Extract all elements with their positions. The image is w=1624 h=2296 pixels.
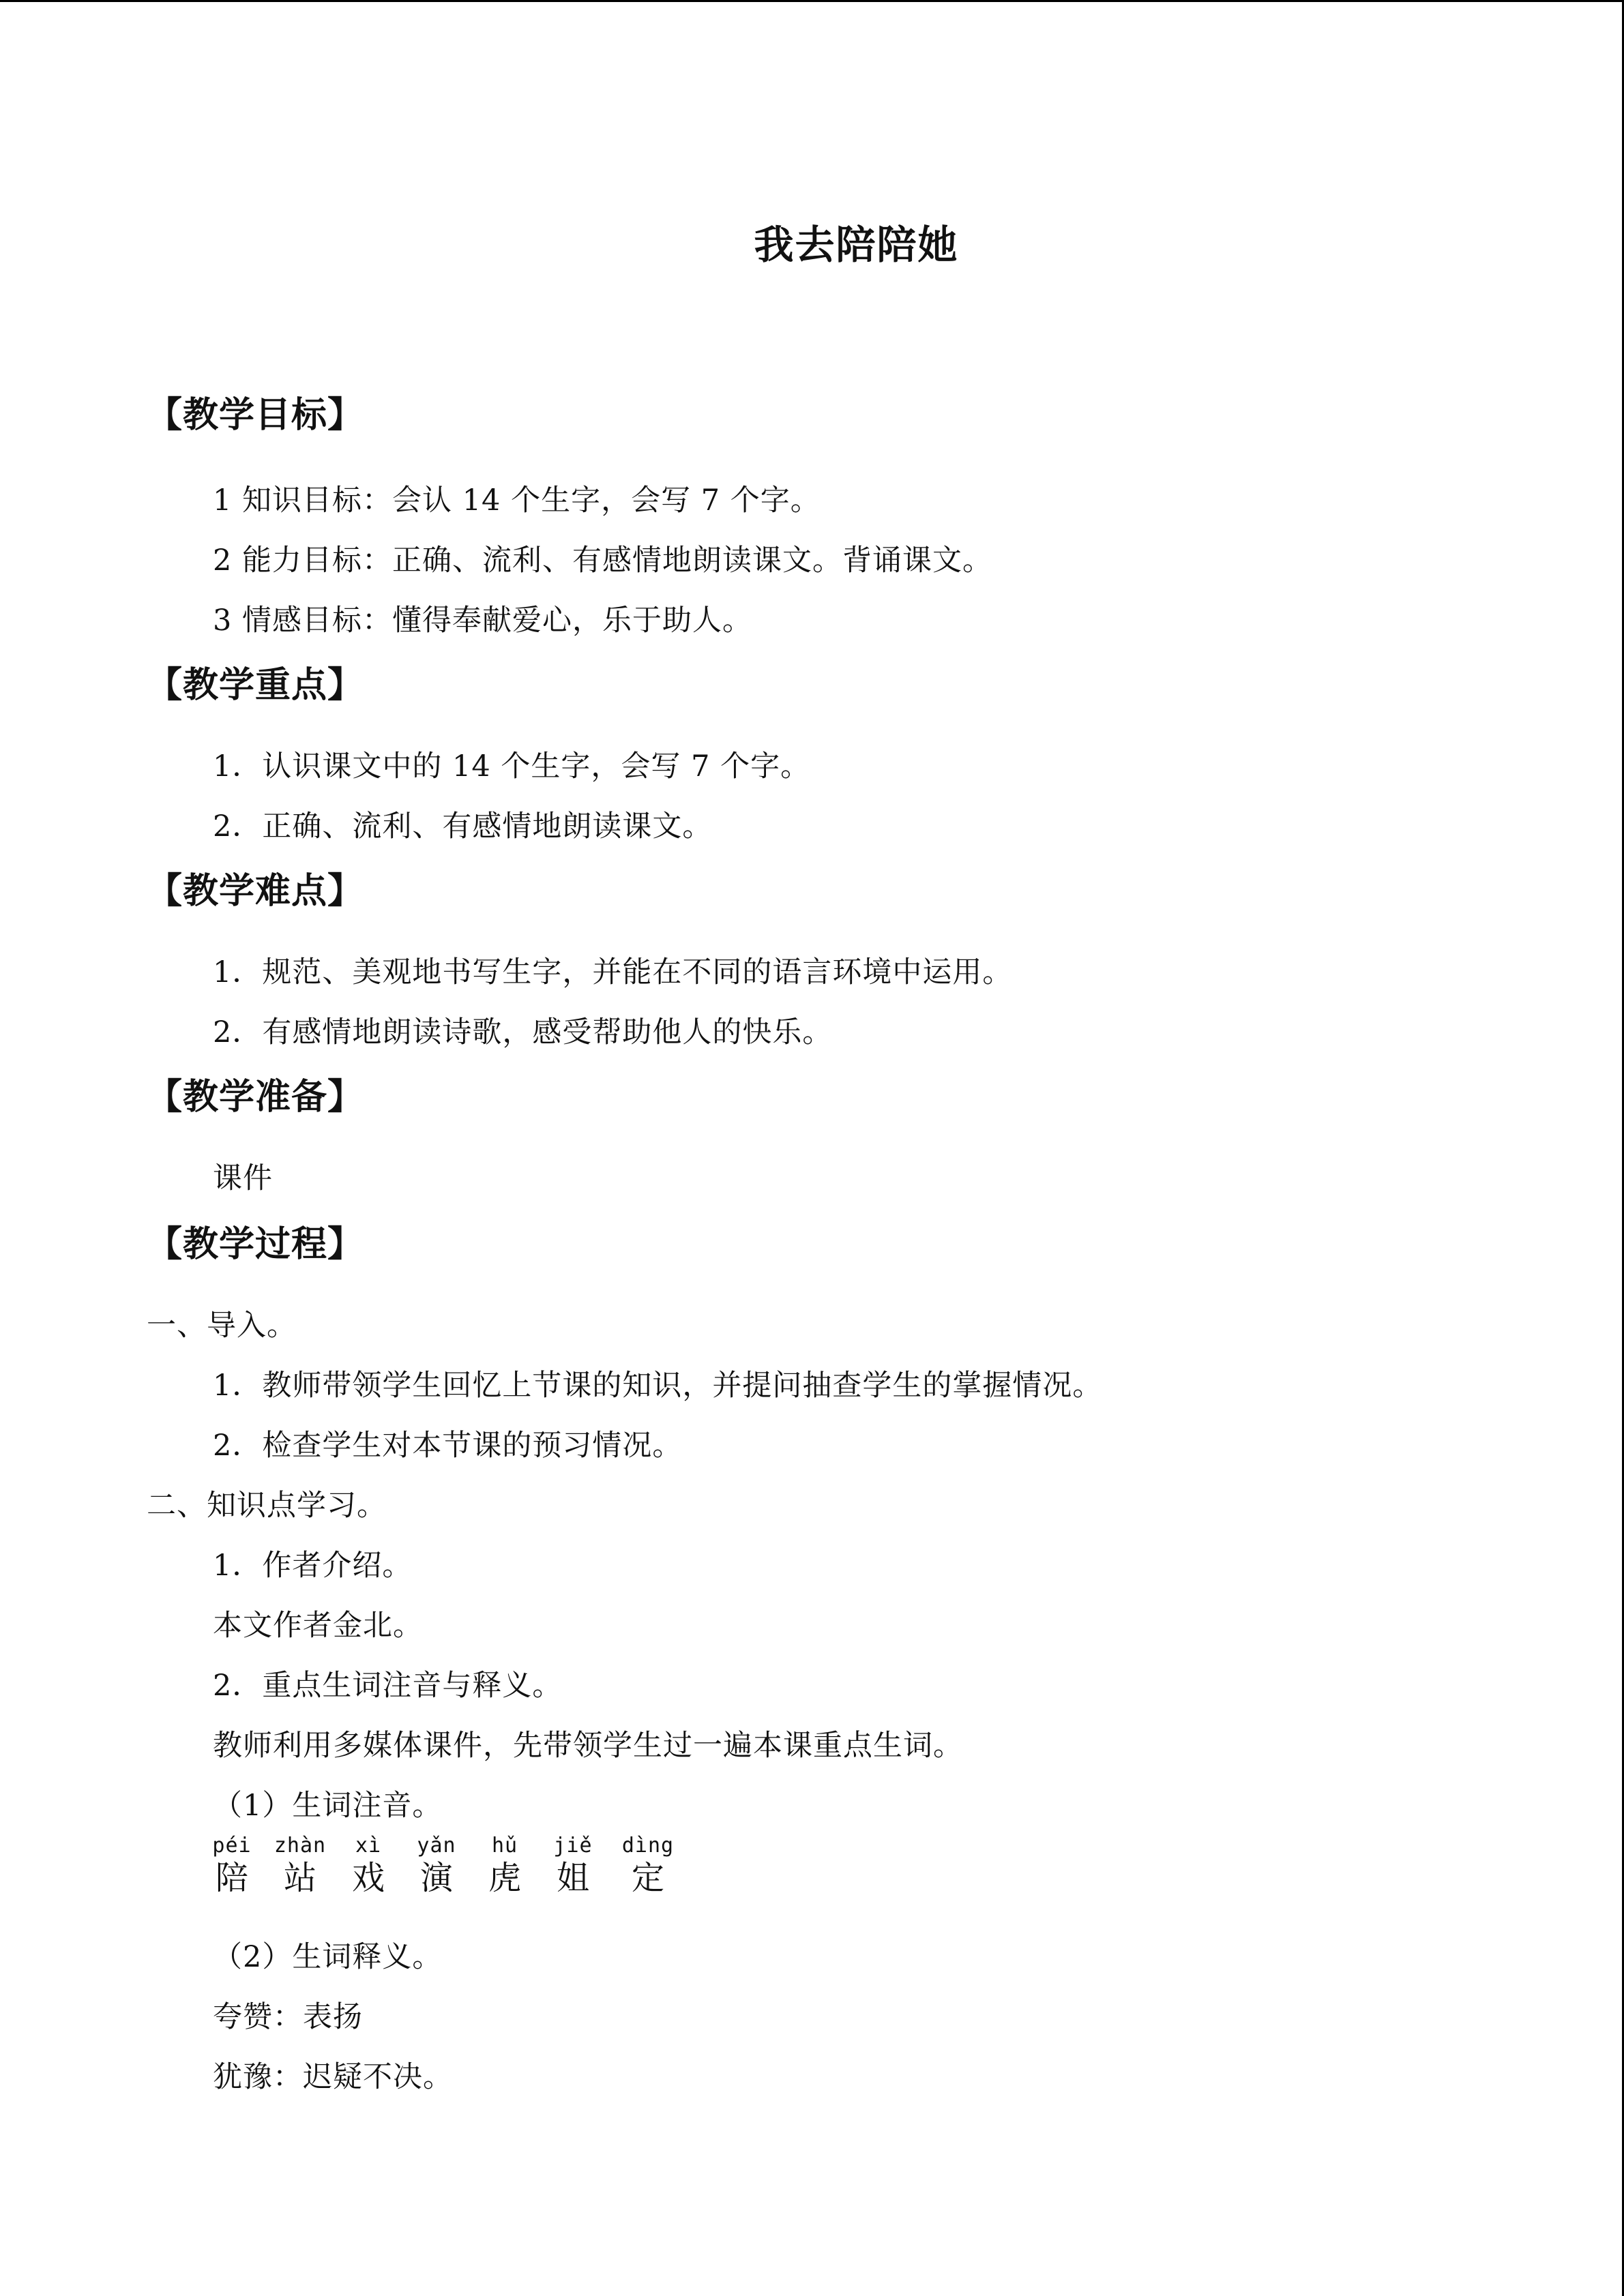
pinyin-annotation: dìng [621, 1834, 675, 1858]
process-part-title: 二、知识点学习。 [147, 1489, 387, 1523]
key-point-item: 2．正确、流利、有感情地朗读课文。 [213, 809, 713, 844]
preparation-item: 课件 [213, 1161, 273, 1195]
definitions-title: （2）生词释义。 [213, 1940, 443, 1974]
pinyin-annotation: péi [212, 1834, 252, 1858]
pinyin-annotation: jiě [553, 1834, 593, 1858]
vocab-word [269, 1834, 331, 1897]
vocab-character: 戏 [351, 1859, 385, 1897]
process-line: （1）生词注音。 [213, 1789, 443, 1823]
vocab-word [406, 1834, 467, 1897]
definition-item: 夸赞：表扬 [213, 2000, 363, 2034]
vocab-character: 站 [283, 1859, 316, 1897]
vocab-character: 虎 [488, 1859, 521, 1897]
vocab-word [542, 1834, 604, 1897]
process-line: 教师利用多媒体课件，先带领学生过一遍本课重点生词。 [213, 1729, 963, 1763]
pinyin-annotation: hǔ [491, 1834, 518, 1858]
section-heading-difficulties: 【教学难点】 [147, 870, 364, 912]
vocab-character: 姐 [556, 1859, 589, 1897]
difficulty-item: 1．规范、美观地书写生字，并能在不同的语言环境中运用。 [213, 955, 1013, 989]
difficulty-item: 2．有感情地朗读诗歌，感受帮助他人的快乐。 [213, 1015, 833, 1049]
vocab-character: 定 [631, 1859, 664, 1897]
vocab-word [338, 1834, 399, 1897]
goal-item: 2 能力目标：正确、流利、有感情地朗读课文。背诵课文。 [213, 543, 993, 578]
process-line: 1．作者介绍。 [213, 1549, 413, 1583]
vocab-word [474, 1834, 535, 1897]
section-heading-preparation: 【教学准备】 [147, 1076, 364, 1118]
process-line: 本文作者金北。 [213, 1609, 423, 1643]
key-point-item: 1．认识课文中的 14 个生字，会写 7 个字。 [213, 749, 811, 784]
section-heading-key-points: 【教学重点】 [147, 664, 364, 706]
goal-item: 1 知识目标：会认 14 个生字，会写 7 个字。 [213, 483, 821, 518]
vocab-character: 演 [419, 1859, 453, 1897]
process-item: 2．检查学生对本节课的预习情况。 [213, 1429, 683, 1463]
process-part-title: 一、导入。 [147, 1309, 297, 1343]
pinyin-annotation: xì [355, 1834, 382, 1858]
pinyin-annotation: yǎn [417, 1834, 456, 1858]
pinyin-annotation: zhàn [274, 1834, 327, 1858]
top-border [0, 0, 1624, 2]
section-heading-process: 【教学过程】 [147, 1223, 364, 1265]
process-item: 1．教师带领学生回忆上节课的知识，并提问抽查学生的掌握情况。 [213, 1369, 1103, 1403]
section-heading-goals: 【教学目标】 [147, 394, 364, 436]
page-title: 我去陪陪她 [754, 222, 959, 268]
process-line: 2．重点生词注音与释义。 [213, 1669, 563, 1703]
vocab-word [201, 1834, 263, 1897]
vocab-character: 陪 [215, 1859, 248, 1897]
goal-item: 3 情感目标：懂得奉献爱心，乐于助人。 [213, 603, 753, 638]
vocab-word [617, 1834, 679, 1897]
definition-item: 犹豫：迟疑不决。 [213, 2060, 453, 2094]
